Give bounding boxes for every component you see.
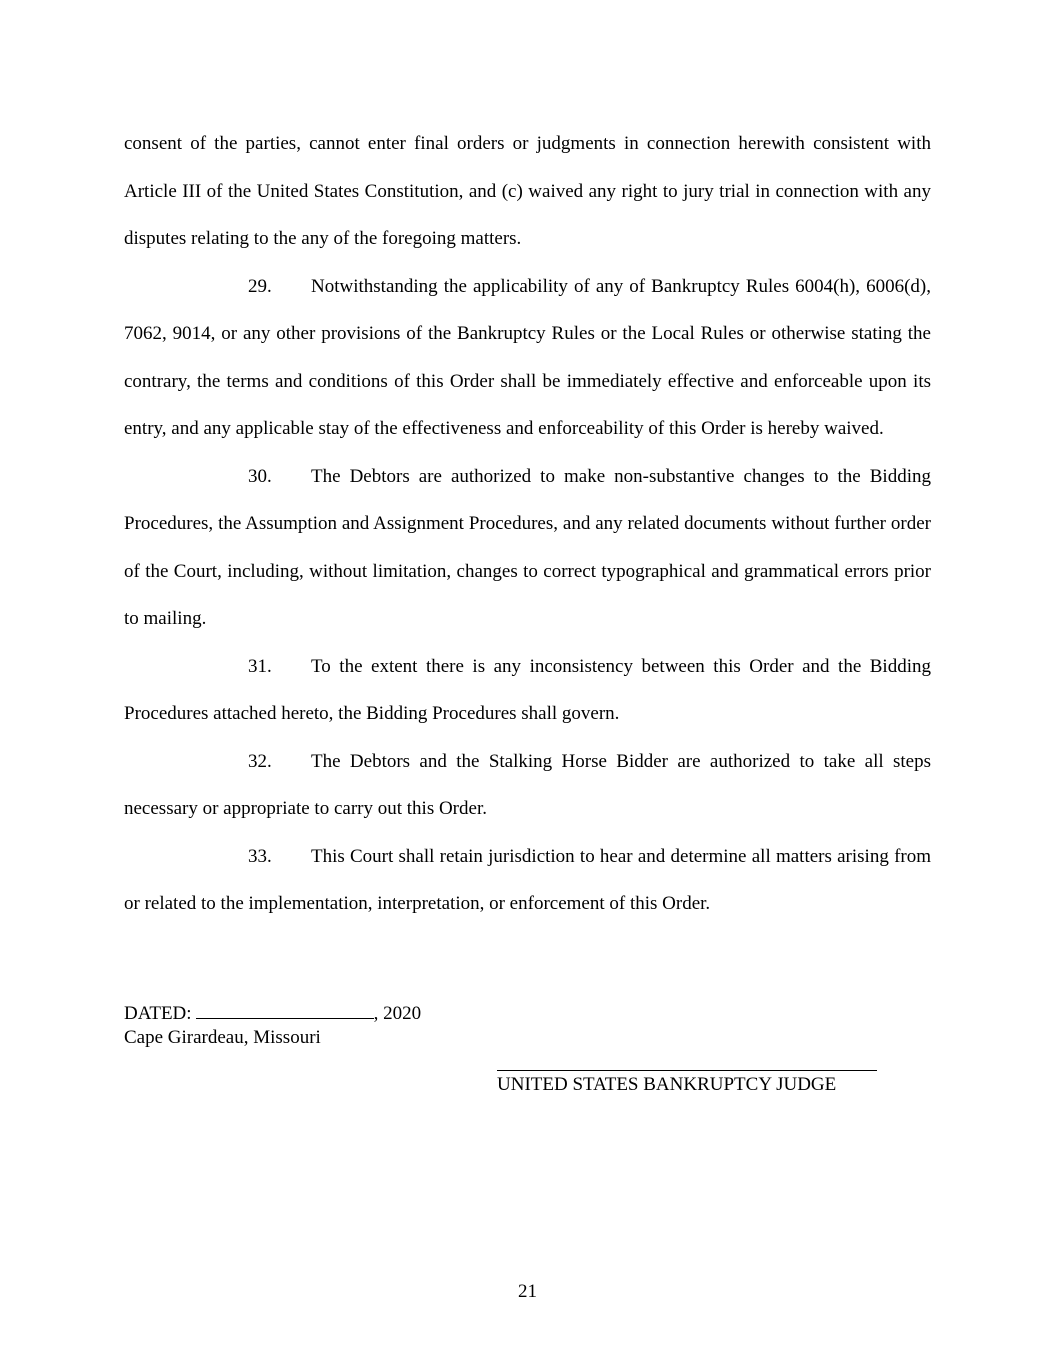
paragraph-31 <box>124 643 931 738</box>
order-body <box>124 120 931 928</box>
continuation-paragraph: consent of the parties, cannot enter final orders or judgments in connection herewith consistent with Article III of the United States Constitution, and (c) waived any right to jury trial in connection with any disputes relating to the any of the foregoing matters. <box>124 133 931 249</box>
paragraph-number: 33. <box>248 845 272 867</box>
signature-block <box>497 1052 877 1097</box>
dated-label: DATED: <box>124 1003 192 1024</box>
paragraph-text: Notwithstanding the applicability of any of Bankruptcy Rules 6004(h), 6006(d), 7062, 9014, or any other provisions of the Bankruptcy Rules or the Local Rules or otherwise stating the contrary, the terms and conditions of this Order shall be immediately effective and enforceable upon its entry, and any applicable stay of the effectiveness and enforceability of this Order is hereby waived. <box>124 275 931 439</box>
paragraph-number: 32. <box>248 750 272 772</box>
date-blank-line <box>196 1000 374 1019</box>
dated-line <box>124 1000 421 1026</box>
paragraph-number: 30. <box>248 465 272 487</box>
paragraph-number: 29. <box>248 275 272 297</box>
dated-block <box>124 1000 421 1050</box>
paragraph-text: The Debtors and the Stalking Horse Bidder are authorized to take all steps necessary or appropriate to carry out this Order. <box>124 750 931 819</box>
paragraph-30 <box>124 453 931 643</box>
dated-location: Cape Girardeau, Missouri <box>124 1027 321 1048</box>
dated-year: , 2020 <box>373 1003 422 1024</box>
paragraph-text: To the extent there is any inconsistency between this Order and the Bidding Procedures attached hereto, the Bidding Procedures shall govern. <box>124 655 931 724</box>
paragraph-text: This Court shall retain jurisdiction to hear and determine all matters arising from or related to the implementation, interpretation, or enforcement of this Order. <box>124 845 931 914</box>
paragraph-number: 31. <box>248 655 272 677</box>
paragraph-29 <box>124 263 931 453</box>
signature-caption: UNITED STATES BANKRUPTCY JUDGE <box>497 1074 837 1095</box>
paragraph-32 <box>124 738 931 833</box>
page-number: 21 <box>518 1281 537 1302</box>
paragraph-33 <box>124 833 931 928</box>
signature-line <box>497 1052 877 1071</box>
paragraph-text: The Debtors are authorized to make non-substantive changes to the Bidding Procedures, the Assumption and Assignment Procedures, and any related documents without further order of the Court, including, without limitation, changes to correct typographical and grammatical errors prior to mailing. <box>124 465 931 629</box>
